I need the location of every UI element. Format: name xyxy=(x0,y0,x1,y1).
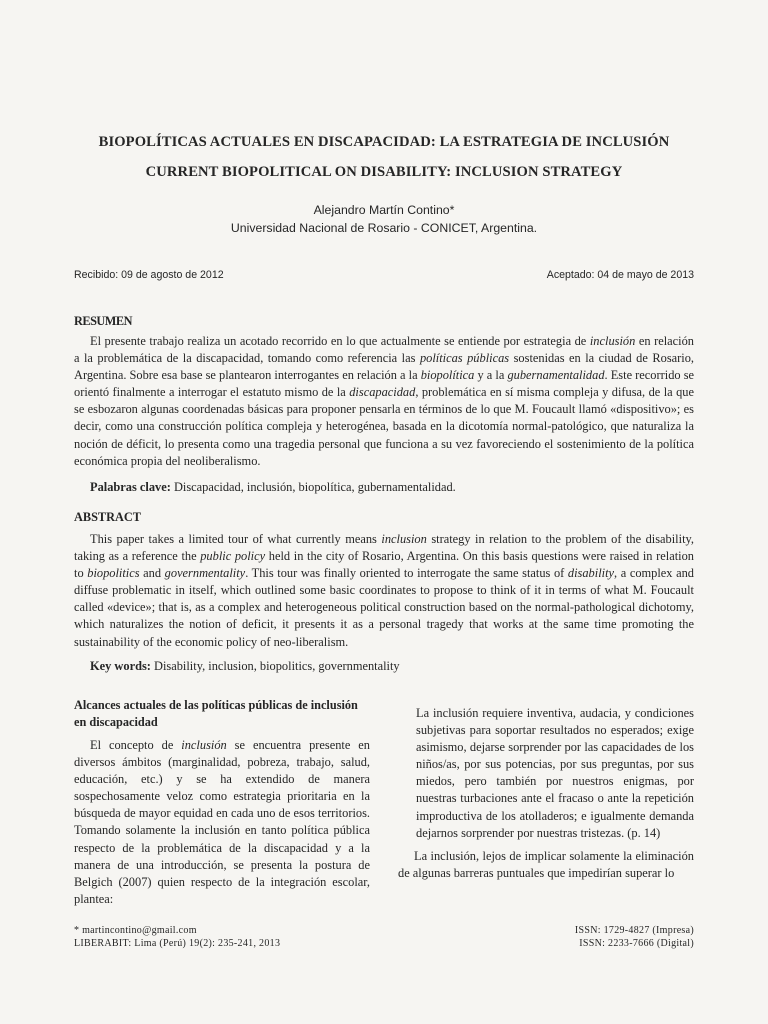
journal-citation: LIBERABIT: Lima (Perú) 19(2): 235-241, 2013 xyxy=(74,938,281,949)
left-column-paragraph: El concepto de inclusión se encuentra presente en diversos ámbitos (marginalidad, pobreza, trabajo, salud, educación, etc.) y se ha extendido de manera sospechosamente veloz como estrategia prioritaria en la búsqueda de mayor equidad en cada uno de esos territorios. Tomando solamente la inclusión en tanto política pública respecto de la problemática de la discapacidad y a la manera de una introducción, se presenta la postura de Belgich (2007) quien respecto de la integración escolar, plantea: xyxy=(74,738,370,906)
author: Alejandro Martín Contino* xyxy=(313,203,455,217)
section-heading: Alcances actuales de las políticas públicas de inclusión en discapacidad xyxy=(74,698,358,729)
title-spanish: BIOPOLÍTICAS ACTUALES EN DISCAPACIDAD: LA ESTRATEGIA DE INCLUSIÓN xyxy=(98,134,670,150)
abstract-keywords: Key words: Disability, inclusion, biopolitics, governmentality xyxy=(90,659,400,673)
abstract-paragraph: This paper takes a limited tour of what currently means inclusion strategy in relation to the problem of the disability, taking as a reference the public policy held in the city of Rosario, Argentina. On this basis questions were raised in relation to biopolitics and governmentality. This tour was finally oriented to interrogate the same status of disability, a complex and diffuse problematic in itself, which outlined some basic coordinates to propose to think of it in terms of what M. Foucault called «device»; that is, as a complex and heterogeneous political construction based on the normal-pathological dichotomy, which naturalizes the notion of deficit, it presents it as a personal tragedy that works at the same time promoting the sustainability of the economic policy of neo-liberalism. xyxy=(74,532,694,649)
issn-print: ISSN: 1729-4827 (Impresa) xyxy=(574,925,694,936)
received-date: Recibido: 09 de agosto de 2012 xyxy=(74,269,224,281)
author-email: * martincontino@gmail.com xyxy=(74,925,197,936)
title-english: CURRENT BIOPOLITICAL ON DISABILITY: INCLUSION STRATEGY xyxy=(145,164,623,180)
resumen-heading: RESUMEN xyxy=(74,314,132,328)
abstract-heading: ABSTRACT xyxy=(74,510,141,524)
right-column-paragraph: La inclusión, lejos de implicar solamente la eliminación de algunas barreras puntuales que impedirían superar lo xyxy=(398,849,694,881)
resumen-keywords: Palabras clave: Discapacidad, inclusión, biopolítica, gubernamentalidad. xyxy=(90,480,456,494)
block-quote: La inclusión requiere inventiva, audacia, y condiciones subjetivas para soportar resultados no esperados; exige asimismo, dejarse sorprender por las capacidades de los niños/as, por sus potencias, por sus preguntas, por sus miedos, pero también por nuestros enigmas, por nuestras turbaciones ante el fracaso o ante la repetición improductiva de los atolladeros; e igualmente demanda dejarnos sorprender por nuestras tristezas. (p. 14) xyxy=(416,706,694,840)
issn-digital: ISSN: 2233-7666 (Digital) xyxy=(579,938,694,949)
accepted-date: Aceptado: 04 de mayo de 2013 xyxy=(546,269,694,281)
affiliation: Universidad Nacional de Rosario - CONICET, Argentina. xyxy=(230,221,538,235)
resumen-paragraph: El presente trabajo realiza un acotado recorrido en lo que actualmente se entiende por estrategia de inclusión en relación a la problemática de la discapacidad, tomando como referencia las políticas públicas sostenidas en la ciudad de Rosario, Argentina. Sobre esa base se plantearon interrogantes en relación a la biopolítica y a la gubernamentalidad. Este recorrido se orientó finalmente a interrogar el estatuto mismo de la discapacidad, problemática en sí misma compleja y difusa, de la que se esbozaron algunas coordenadas básicas para proponer pensarla en términos de lo que M. Foucault llamó «dispositivo»; es decir, como una construcción política compleja y heterogénea, basada en la dicotomía normal-patológico, que naturaliza la noción de déficit, lo presenta como una tragedia personal que funciona a su vez favoreciendo el sostenimiento de la política económica propia del neoliberalismo. xyxy=(74,334,695,468)
